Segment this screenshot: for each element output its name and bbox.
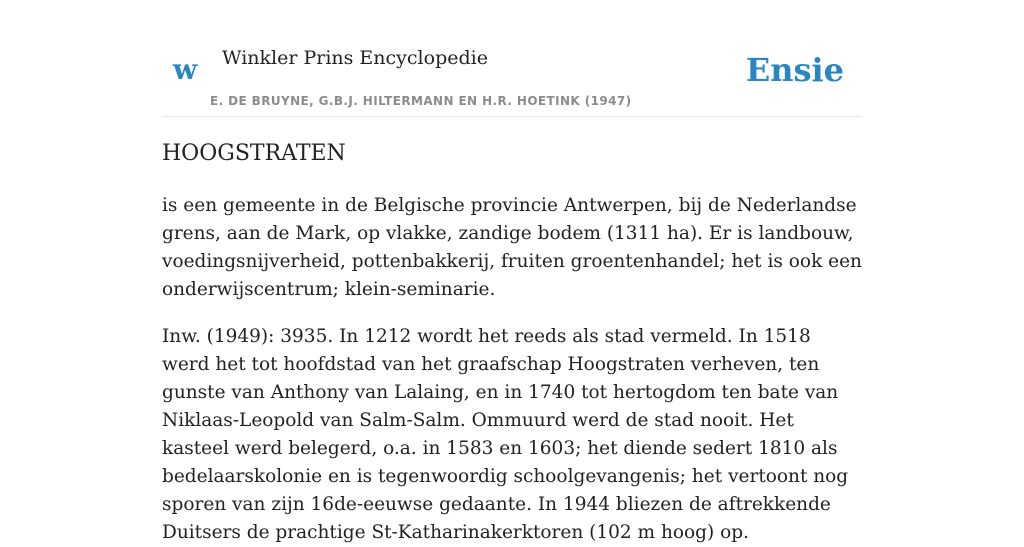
article-headword: HOOGSTRATEN [162, 141, 346, 166]
article-paragraph: Inw. (1949): 3935. In 1212 wordt het reeds als stad vermeld. In 1518 werd het tot hoofdstad van het graafschap Hoogstraten verheven, ten gunste van Anthony van Lalaing, en in 1740 tot hertogdom ten bate van Niklaas-Leopold van Salm-Salm. Ommuurd werd de stad nooit. Het kasteel werd belegerd, o.a. in 1583 en 1603; het diende sedert 1810 als bedelaarskolonie en is tegenwoordig schoolgevangenis; het vertoont nog sporen van zijn 16de-eeuwse gedaante. In 1944 bliezen de aftrekkende Duitsers de prachtige St-Katharinakerktoren (102 m hoog) op. [162, 326, 849, 543]
page-header [162, 0, 862, 117]
book-authors: E. DE BRUYNE, G.B.J. HILTERMANN EN H.R. HOETINK (1947) [210, 94, 632, 108]
winkler-prins-logo[interactable]: w [173, 53, 198, 86]
book-title[interactable]: Winkler Prins Encyclopedie [222, 47, 488, 69]
article [162, 137, 862, 547]
article-paragraph: is een gemeente in de Belgische provincie Antwerpen, bij de Nederlandse grens, aan de Mark, op vlakke, zandige bodem (1311 ha). Er is landbouw, voedingsnijverheid, pottenbakkerij, fruiten groentenhandel; het is ook een onderwijscentrum; klein-seminarie. [162, 195, 862, 300]
ensie-logo-link[interactable]: Ensie [745, 51, 844, 89]
